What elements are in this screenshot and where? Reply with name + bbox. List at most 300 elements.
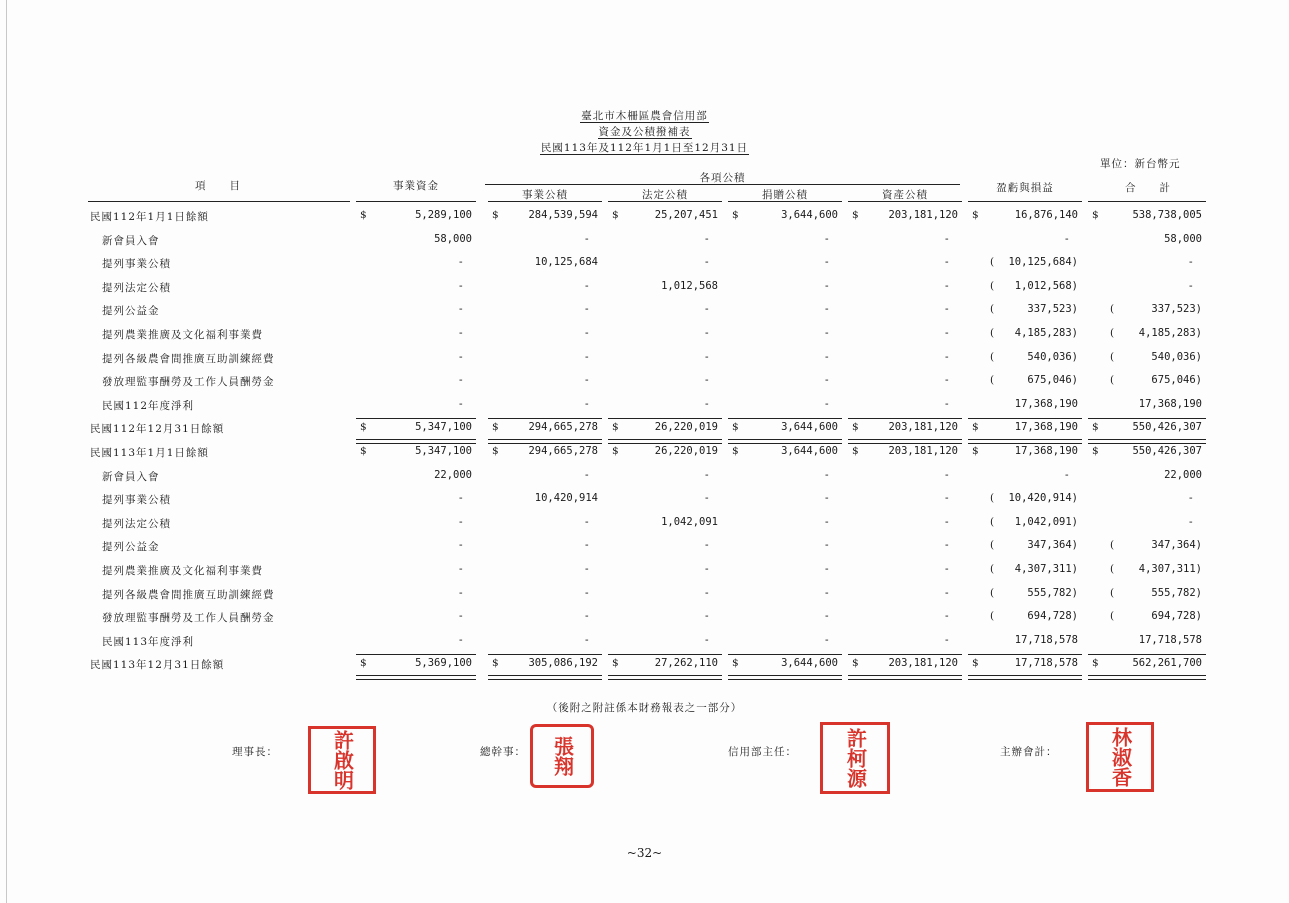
currency-symbol: $ <box>1092 209 1099 221</box>
currency-symbol: $ <box>972 209 979 221</box>
cell-business-reserve <box>488 398 602 412</box>
row-label: 提列各級農會間推廣互助訓練經費 <box>102 588 275 601</box>
cell-legal-reserve <box>608 351 722 365</box>
table-row <box>0 251 1289 275</box>
total-double-rule <box>488 439 602 444</box>
cell-legal-reserve <box>608 280 722 294</box>
cell-capital <box>356 374 476 388</box>
row-label: 民國112年12月31日餘額 <box>90 423 225 436</box>
cell-donated-reserve <box>728 634 842 648</box>
cell-donated-reserve <box>728 563 842 577</box>
cell-value: 675,046) <box>1027 374 1078 387</box>
row-label: 民國113年1月1日餘額 <box>90 447 209 459</box>
cell-value: 337,523) <box>1151 303 1202 316</box>
table-row <box>0 346 1289 370</box>
cell-total <box>1088 469 1206 483</box>
open-paren: ( <box>1110 539 1115 552</box>
cell-capital <box>356 657 476 671</box>
cell-value: 4,307,311) <box>1014 563 1078 575</box>
cell-business-reserve <box>488 634 602 648</box>
cell-asset-reserve <box>848 469 962 483</box>
cell-value: 17,718,578 <box>1014 657 1078 670</box>
cell-asset-reserve <box>848 327 962 341</box>
cell-value: 294,665,278 <box>528 421 598 434</box>
cell-value: - <box>583 563 590 575</box>
open-paren: ( <box>990 610 995 623</box>
currency-symbol: $ <box>492 657 499 670</box>
subtotal-rule <box>488 654 602 655</box>
cell-capital <box>356 587 476 601</box>
cell-value: 17,718,578 <box>1014 633 1078 646</box>
cell-business-reserve <box>488 327 602 341</box>
cell-value: - <box>457 350 464 363</box>
currency-symbol: $ <box>1092 657 1099 670</box>
cell-value: 5,347,100 <box>415 421 472 434</box>
cell-asset-reserve <box>848 303 962 317</box>
credit-director-seal <box>820 722 890 794</box>
chief-accountant-label: 主辦會計： <box>1000 746 1058 758</box>
row-label: 提列法定公積 <box>102 517 171 530</box>
cell-value: 3,644,600 <box>781 445 838 457</box>
cell-value: 27,262,110 <box>654 657 718 670</box>
row-label: 新會員入會 <box>102 234 160 247</box>
cell-value: 17,368,190 <box>1014 445 1078 457</box>
currency-symbol: $ <box>492 445 499 457</box>
cell-value: - <box>823 232 830 245</box>
cell-value: - <box>943 633 950 646</box>
cell-total <box>1088 327 1206 341</box>
currency-symbol: $ <box>972 657 979 670</box>
cell-total <box>1088 563 1206 577</box>
header-rule <box>968 201 1082 202</box>
cell-value: - <box>823 327 830 339</box>
table-row <box>0 369 1289 393</box>
total-double-rule <box>728 675 842 680</box>
table-row <box>0 582 1289 606</box>
table-row <box>0 605 1289 629</box>
row-label: 提列事業公積 <box>102 258 171 271</box>
table-row <box>0 204 1289 228</box>
cell-business-reserve <box>488 539 602 553</box>
cell-value: 694,728) <box>1027 610 1078 623</box>
cell-value: - <box>583 633 590 646</box>
open-paren: ( <box>990 303 995 316</box>
cell-legal-reserve <box>608 634 722 648</box>
currency-symbol: $ <box>732 421 739 434</box>
cell-value: - <box>823 468 830 481</box>
currency-symbol: $ <box>972 445 979 457</box>
open-paren: ( <box>990 586 995 599</box>
cell-value: - <box>823 539 830 552</box>
cell-legal-reserve <box>608 327 722 341</box>
cell-value: - <box>457 563 464 575</box>
cell-total <box>1088 233 1206 247</box>
cell-total <box>1088 421 1206 435</box>
cell-profit-loss <box>968 657 1082 671</box>
cell-total <box>1088 516 1206 530</box>
cell-value: 3,644,600 <box>781 421 838 434</box>
chairman-seal-text: 許啟明 <box>330 730 355 790</box>
cell-capital <box>356 445 476 459</box>
cell-asset-reserve <box>848 657 962 671</box>
cell-asset-reserve <box>848 256 962 270</box>
cell-value: - <box>1187 492 1194 505</box>
cell-value: - <box>583 374 590 387</box>
table-row <box>0 558 1289 582</box>
cell-profit-loss <box>968 563 1082 577</box>
cell-value: - <box>943 515 950 528</box>
cell-business-reserve <box>488 657 602 671</box>
cell-value: - <box>943 397 950 410</box>
cell-value: - <box>457 633 464 646</box>
cell-capital <box>356 634 476 648</box>
cell-value: - <box>583 586 590 599</box>
currency-symbol: $ <box>852 657 859 670</box>
cell-value: 203,181,120 <box>888 421 958 434</box>
report-name: 資金及公積撥補表 <box>598 126 691 138</box>
cell-value: - <box>703 397 710 410</box>
currency-symbol: $ <box>360 421 367 434</box>
cell-legal-reserve <box>608 563 722 577</box>
cell-profit-loss <box>968 327 1082 341</box>
general-manager-seal-text: 張翔 <box>550 736 575 776</box>
cell-value: 17,368,190 <box>1138 397 1202 410</box>
cell-value: - <box>583 397 590 410</box>
cell-value: 10,125,684) <box>1008 256 1078 269</box>
reserves-group-underline <box>485 184 960 185</box>
cell-value: - <box>943 610 950 623</box>
cell-value: - <box>457 539 464 552</box>
row-label: 提列法定公積 <box>102 281 171 294</box>
open-paren: ( <box>990 256 995 269</box>
total-double-rule <box>968 439 1082 444</box>
cell-value: - <box>1063 232 1070 245</box>
cell-value: - <box>823 515 830 528</box>
cell-business-reserve <box>488 516 602 530</box>
cell-profit-loss <box>968 539 1082 553</box>
cell-value: 550,426,307 <box>1132 421 1202 434</box>
cell-total <box>1088 398 1206 412</box>
cell-donated-reserve <box>728 469 842 483</box>
open-paren: ( <box>990 492 995 505</box>
cell-value: 26,220,019 <box>654 445 718 457</box>
cell-business-reserve <box>488 280 602 294</box>
table-row <box>0 652 1289 676</box>
page-number: ~32~ <box>626 846 663 860</box>
row-label: 新會員入會 <box>102 470 160 483</box>
subtotal-rule <box>1088 418 1206 419</box>
cell-value: 22,000 <box>1164 468 1202 481</box>
total-double-rule <box>848 439 962 444</box>
cell-asset-reserve <box>848 209 962 223</box>
cell-value: - <box>457 256 464 269</box>
total-double-rule <box>608 675 722 680</box>
cell-capital <box>356 351 476 365</box>
cell-donated-reserve <box>728 539 842 553</box>
open-paren: ( <box>990 515 995 528</box>
cell-donated-reserve <box>728 327 842 341</box>
cell-total <box>1088 280 1206 294</box>
cell-capital <box>356 303 476 317</box>
cell-legal-reserve <box>608 233 722 247</box>
cell-legal-reserve <box>608 421 722 435</box>
open-paren: ( <box>1110 303 1115 316</box>
cell-value: - <box>943 303 950 316</box>
cell-business-reserve <box>488 256 602 270</box>
header-rule <box>88 201 350 202</box>
cell-value: 538,738,005 <box>1132 209 1202 221</box>
cell-business-reserve <box>488 421 602 435</box>
currency-symbol: $ <box>852 421 859 434</box>
row-label: 發放理監事酬勞及工作人員酬勞金 <box>102 612 275 625</box>
cell-asset-reserve <box>848 492 962 506</box>
subtotal-rule <box>968 654 1082 655</box>
cell-value: - <box>583 468 590 481</box>
table-row <box>0 511 1289 535</box>
cell-value: - <box>823 563 830 575</box>
cell-value: 347,364) <box>1151 539 1202 552</box>
cell-value: 17,368,190 <box>1014 421 1078 434</box>
open-paren: ( <box>990 374 995 387</box>
cell-value: 562,261,700 <box>1132 657 1202 670</box>
cell-value: 203,181,120 <box>888 657 958 670</box>
cell-value: 26,220,019 <box>654 421 718 434</box>
cell-value: - <box>457 327 464 339</box>
cell-total <box>1088 610 1206 624</box>
cell-asset-reserve <box>848 610 962 624</box>
cell-total <box>1088 374 1206 388</box>
cell-donated-reserve <box>728 421 842 435</box>
cell-total <box>1088 657 1206 671</box>
row-label: 民國112年度淨利 <box>102 399 195 412</box>
cell-legal-reserve <box>608 209 722 223</box>
cell-capital <box>356 563 476 577</box>
cell-value: - <box>703 232 710 245</box>
chief-accountant-seal-text: 林淑香 <box>1108 727 1133 787</box>
open-paren: ( <box>990 539 995 552</box>
cell-value: - <box>457 374 464 387</box>
cell-value: - <box>823 610 830 623</box>
cell-value: - <box>583 279 590 292</box>
col-asset-reserve-header: 資產公積 <box>882 189 928 201</box>
cell-value: - <box>583 350 590 363</box>
currency-symbol: $ <box>732 657 739 670</box>
subtotal-rule <box>1088 654 1206 655</box>
row-label: 提列各級農會間推廣互助訓練經費 <box>102 352 275 365</box>
cell-profit-loss <box>968 469 1082 483</box>
cell-value: - <box>703 468 710 481</box>
cell-capital <box>356 233 476 247</box>
row-label: 民國113年度淨利 <box>102 635 195 648</box>
cell-value: 4,307,311) <box>1138 563 1202 575</box>
cell-value: 540,036) <box>1151 350 1202 363</box>
cell-value: 284,539,594 <box>528 209 598 221</box>
cell-legal-reserve <box>608 303 722 317</box>
col-donated-reserve-header: 捐贈公積 <box>762 189 808 201</box>
cell-capital <box>356 327 476 341</box>
open-paren: ( <box>990 350 995 363</box>
cell-value: 3,644,600 <box>781 209 838 221</box>
cell-legal-reserve <box>608 516 722 530</box>
header-rule <box>608 201 722 202</box>
cell-value: - <box>583 539 590 552</box>
cell-value: - <box>1187 279 1194 292</box>
open-paren: ( <box>990 327 995 339</box>
cell-profit-loss <box>968 398 1082 412</box>
subtotal-rule <box>608 654 722 655</box>
row-label: 提列農業推廣及文化福利事業費 <box>102 329 263 341</box>
header-rule <box>356 201 476 202</box>
cell-value: - <box>823 303 830 316</box>
currency-symbol: $ <box>612 445 619 457</box>
cell-value: - <box>703 256 710 269</box>
cell-value: - <box>943 279 950 292</box>
currency-symbol: $ <box>360 657 367 670</box>
cell-value: 10,420,914 <box>534 492 598 505</box>
col-profit-loss-header: 盈虧與損益 <box>996 182 1054 194</box>
currency-symbol: $ <box>852 209 859 221</box>
currency-symbol: $ <box>612 421 619 434</box>
col-total-header: 合 計 <box>1125 182 1171 194</box>
col-reserves-group-header: 各項公積 <box>699 172 746 184</box>
footnote: （後附之附註係本財務報表之一部分） <box>546 702 743 714</box>
cell-value: 1,012,568) <box>1014 279 1078 292</box>
currency-symbol: $ <box>612 657 619 670</box>
cell-value: - <box>943 327 950 339</box>
cell-donated-reserve <box>728 610 842 624</box>
report-period: 民國113年及112年1月1日至12月31日 <box>540 142 749 154</box>
currency-symbol: $ <box>852 445 859 457</box>
cell-value: 347,364) <box>1027 539 1078 552</box>
cell-capital <box>356 398 476 412</box>
cell-value: - <box>703 303 710 316</box>
cell-value: 25,207,451 <box>654 209 718 221</box>
cell-value: - <box>943 586 950 599</box>
cell-value: - <box>943 492 950 505</box>
cell-legal-reserve <box>608 398 722 412</box>
currency-symbol: $ <box>732 209 739 221</box>
row-label: 提列公益金 <box>102 541 160 554</box>
total-double-rule <box>1088 675 1206 680</box>
cell-legal-reserve <box>608 256 722 270</box>
cell-value: 5,347,100 <box>415 445 472 457</box>
open-paren: ( <box>1110 610 1115 623</box>
cell-donated-reserve <box>728 209 842 223</box>
cell-value: - <box>703 327 710 339</box>
currency-symbol: $ <box>492 421 499 434</box>
table-row <box>0 464 1289 488</box>
row-label: 提列農業推廣及文化福利事業費 <box>102 565 263 577</box>
cell-profit-loss <box>968 256 1082 270</box>
cell-donated-reserve <box>728 445 842 459</box>
cell-business-reserve <box>488 445 602 459</box>
row-label: 提列事業公積 <box>102 494 171 507</box>
cell-total <box>1088 351 1206 365</box>
total-double-rule <box>488 675 602 680</box>
cell-asset-reserve <box>848 563 962 577</box>
cell-value: - <box>943 350 950 363</box>
cell-value: - <box>703 586 710 599</box>
cell-business-reserve <box>488 351 602 365</box>
cell-profit-loss <box>968 303 1082 317</box>
cell-value: - <box>823 279 830 292</box>
cell-value: - <box>943 468 950 481</box>
open-paren: ( <box>1110 586 1115 599</box>
cell-total <box>1088 209 1206 223</box>
cell-donated-reserve <box>728 657 842 671</box>
cell-donated-reserve <box>728 256 842 270</box>
report-entity-title: 臺北市木柵區農會信用部 <box>581 110 708 122</box>
cell-value: - <box>1063 468 1070 481</box>
total-double-rule <box>356 675 476 680</box>
cell-asset-reserve <box>848 516 962 530</box>
cell-donated-reserve <box>728 374 842 388</box>
table-row <box>0 416 1289 440</box>
cell-total <box>1088 539 1206 553</box>
subtotal-rule <box>356 654 476 655</box>
cell-value: - <box>823 256 830 269</box>
cell-value: - <box>943 539 950 552</box>
col-item-header: 項 目 <box>195 180 241 192</box>
cell-profit-loss <box>968 421 1082 435</box>
cell-capital <box>356 469 476 483</box>
open-paren: ( <box>1110 327 1115 339</box>
open-paren: ( <box>1110 374 1115 387</box>
cell-value: - <box>583 303 590 316</box>
row-label: 提列公益金 <box>102 305 160 318</box>
table-row <box>0 275 1289 299</box>
total-double-rule <box>1088 439 1206 444</box>
header-rule <box>1088 201 1206 202</box>
cell-capital <box>356 209 476 223</box>
currency-symbol: $ <box>360 445 367 457</box>
chief-accountant-seal <box>1086 722 1154 792</box>
cell-value: 10,420,914) <box>1008 492 1078 505</box>
cell-value: 203,181,120 <box>888 445 958 457</box>
table-row <box>0 298 1289 322</box>
col-capital-header: 事業資金 <box>393 180 439 192</box>
subtotal-rule <box>356 418 476 419</box>
general-manager-seal <box>530 724 594 788</box>
subtotal-rule <box>968 418 1082 419</box>
currency-symbol: $ <box>612 209 619 221</box>
cell-value: 3,644,600 <box>781 657 838 670</box>
cell-value: - <box>823 397 830 410</box>
cell-profit-loss <box>968 610 1082 624</box>
cell-asset-reserve <box>848 398 962 412</box>
cell-donated-reserve <box>728 398 842 412</box>
cell-value: 694,728) <box>1151 610 1202 623</box>
total-double-rule <box>356 439 476 444</box>
cell-value: 5,289,100 <box>415 209 472 221</box>
subtotal-rule <box>848 418 962 419</box>
currency-symbol: $ <box>492 209 499 221</box>
header-rule <box>728 201 842 202</box>
cell-value: - <box>457 586 464 599</box>
cell-value: - <box>703 374 710 387</box>
currency-symbol: $ <box>360 209 367 221</box>
cell-legal-reserve <box>608 539 722 553</box>
cell-value: - <box>823 492 830 505</box>
cell-value: 16,876,140 <box>1014 209 1078 221</box>
cell-value: - <box>823 350 830 363</box>
cell-value: - <box>703 350 710 363</box>
cell-value: - <box>583 327 590 339</box>
cell-capital <box>356 492 476 506</box>
cell-donated-reserve <box>728 516 842 530</box>
currency-symbol: $ <box>1092 445 1099 457</box>
table-row <box>0 629 1289 653</box>
